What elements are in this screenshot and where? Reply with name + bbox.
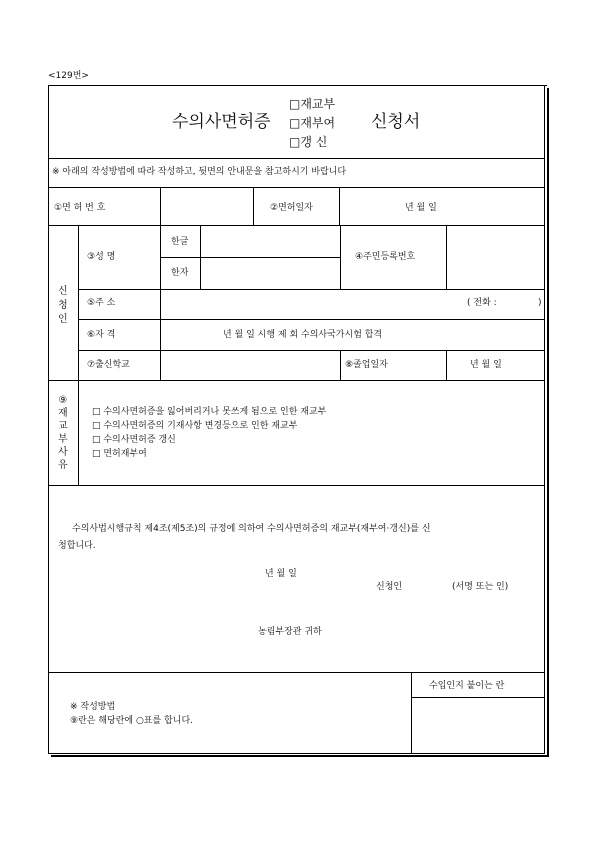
method-text: ⑨란은 해당란에 ○표를 합니다.: [70, 716, 193, 726]
reason-item[interactable]: □ 수의사면허증 갱신: [92, 435, 176, 445]
rule: [340, 225, 341, 289]
license-number-label: ①면 허 번 호: [54, 203, 106, 213]
border-left: [48, 85, 49, 753]
rule: [446, 225, 447, 289]
title-option-renew: □갱 신: [289, 135, 328, 149]
rule: [78, 380, 79, 485]
qualification-label: ⑥자 격: [87, 330, 116, 340]
applicant-signature-label: 신청인: [376, 582, 403, 592]
rrn-label: ④주민등록번호: [355, 252, 416, 262]
rule: [48, 187, 545, 188]
rule: [200, 225, 201, 289]
reason-item[interactable]: □ 수의사면허증의 기재사항 변경등으로 인한 재교부: [92, 421, 298, 431]
rule: [48, 672, 545, 673]
declaration-date[interactable]: 년 월 일: [265, 569, 297, 579]
license-date-field[interactable]: 년 월 일: [405, 203, 437, 213]
title-main: 수의사면허증: [172, 112, 271, 132]
rule: [160, 257, 340, 258]
border-bottom-inner: [48, 753, 545, 754]
phone-close: ): [538, 298, 542, 308]
rule: [78, 225, 79, 380]
rule: [78, 350, 545, 351]
applicant-side-label: 신 청 인: [58, 286, 68, 325]
border-right-inner: [544, 85, 545, 753]
graduation-label: ⑧졸업일자: [345, 360, 388, 370]
address-label: ⑤주 소: [87, 298, 116, 308]
title-option-regrant: □재부여: [289, 116, 336, 130]
rule: [78, 289, 545, 290]
border-top: [48, 85, 547, 86]
method-title: ※ 작성방법: [70, 702, 116, 712]
title-tail: 신청서: [371, 112, 421, 132]
school-label: ⑦출신학교: [87, 360, 130, 370]
rule: [160, 187, 161, 225]
stamp-label: 수입인지 붙이는 란: [429, 681, 505, 691]
license-date-label: ②면허일자: [270, 203, 313, 213]
rule: [48, 225, 545, 226]
signature-field[interactable]: (서명 또는 인): [452, 582, 509, 592]
rule: [253, 187, 254, 225]
border-bottom-shadow: [51, 755, 549, 757]
rule: [339, 187, 340, 225]
graduation-field[interactable]: 년 월 일: [470, 360, 502, 370]
form-number: <129번>: [48, 71, 89, 81]
rule: [78, 319, 545, 320]
rule: [48, 485, 545, 486]
stamp-area[interactable]: [412, 698, 544, 753]
rule: [48, 158, 545, 159]
hanja-label: 한자: [171, 268, 189, 278]
reason-item[interactable]: □ 면허재부여: [92, 449, 147, 459]
phone-label: ( 전화 :: [467, 298, 497, 308]
hangul-label: 한글: [171, 237, 189, 247]
reason-side-label: ⑨ 재 교 부 사 유: [58, 395, 68, 471]
addressee: 농림부장관 귀하: [258, 627, 322, 637]
rule: [160, 289, 161, 380]
declaration-line1: 수의사법시행규칙 제4조(제5조)의 규정에 의하여 수의사면허증의 재교부(재부여·갱신)를 신: [72, 524, 431, 534]
rule: [48, 380, 545, 381]
instruction-text: ※ 아래의 작성방법에 따라 작성하고, 뒷면의 안내문을 참고하시기 바랍니다: [52, 167, 347, 177]
qualification-field[interactable]: 년 월 일 시행 제 회 수의사국가시험 합격: [223, 330, 383, 340]
name-label: ③성 명: [87, 252, 116, 262]
rule: [446, 350, 447, 380]
border-right-shadow: [547, 88, 549, 756]
rule: [340, 350, 341, 380]
reason-item[interactable]: □ 수의사면허증을 잃어버리거나 못쓰게 됨으로 인한 재교부: [92, 407, 327, 417]
declaration-line2: 청합니다.: [58, 541, 96, 551]
title-option-reissue: □재교부: [289, 97, 336, 111]
